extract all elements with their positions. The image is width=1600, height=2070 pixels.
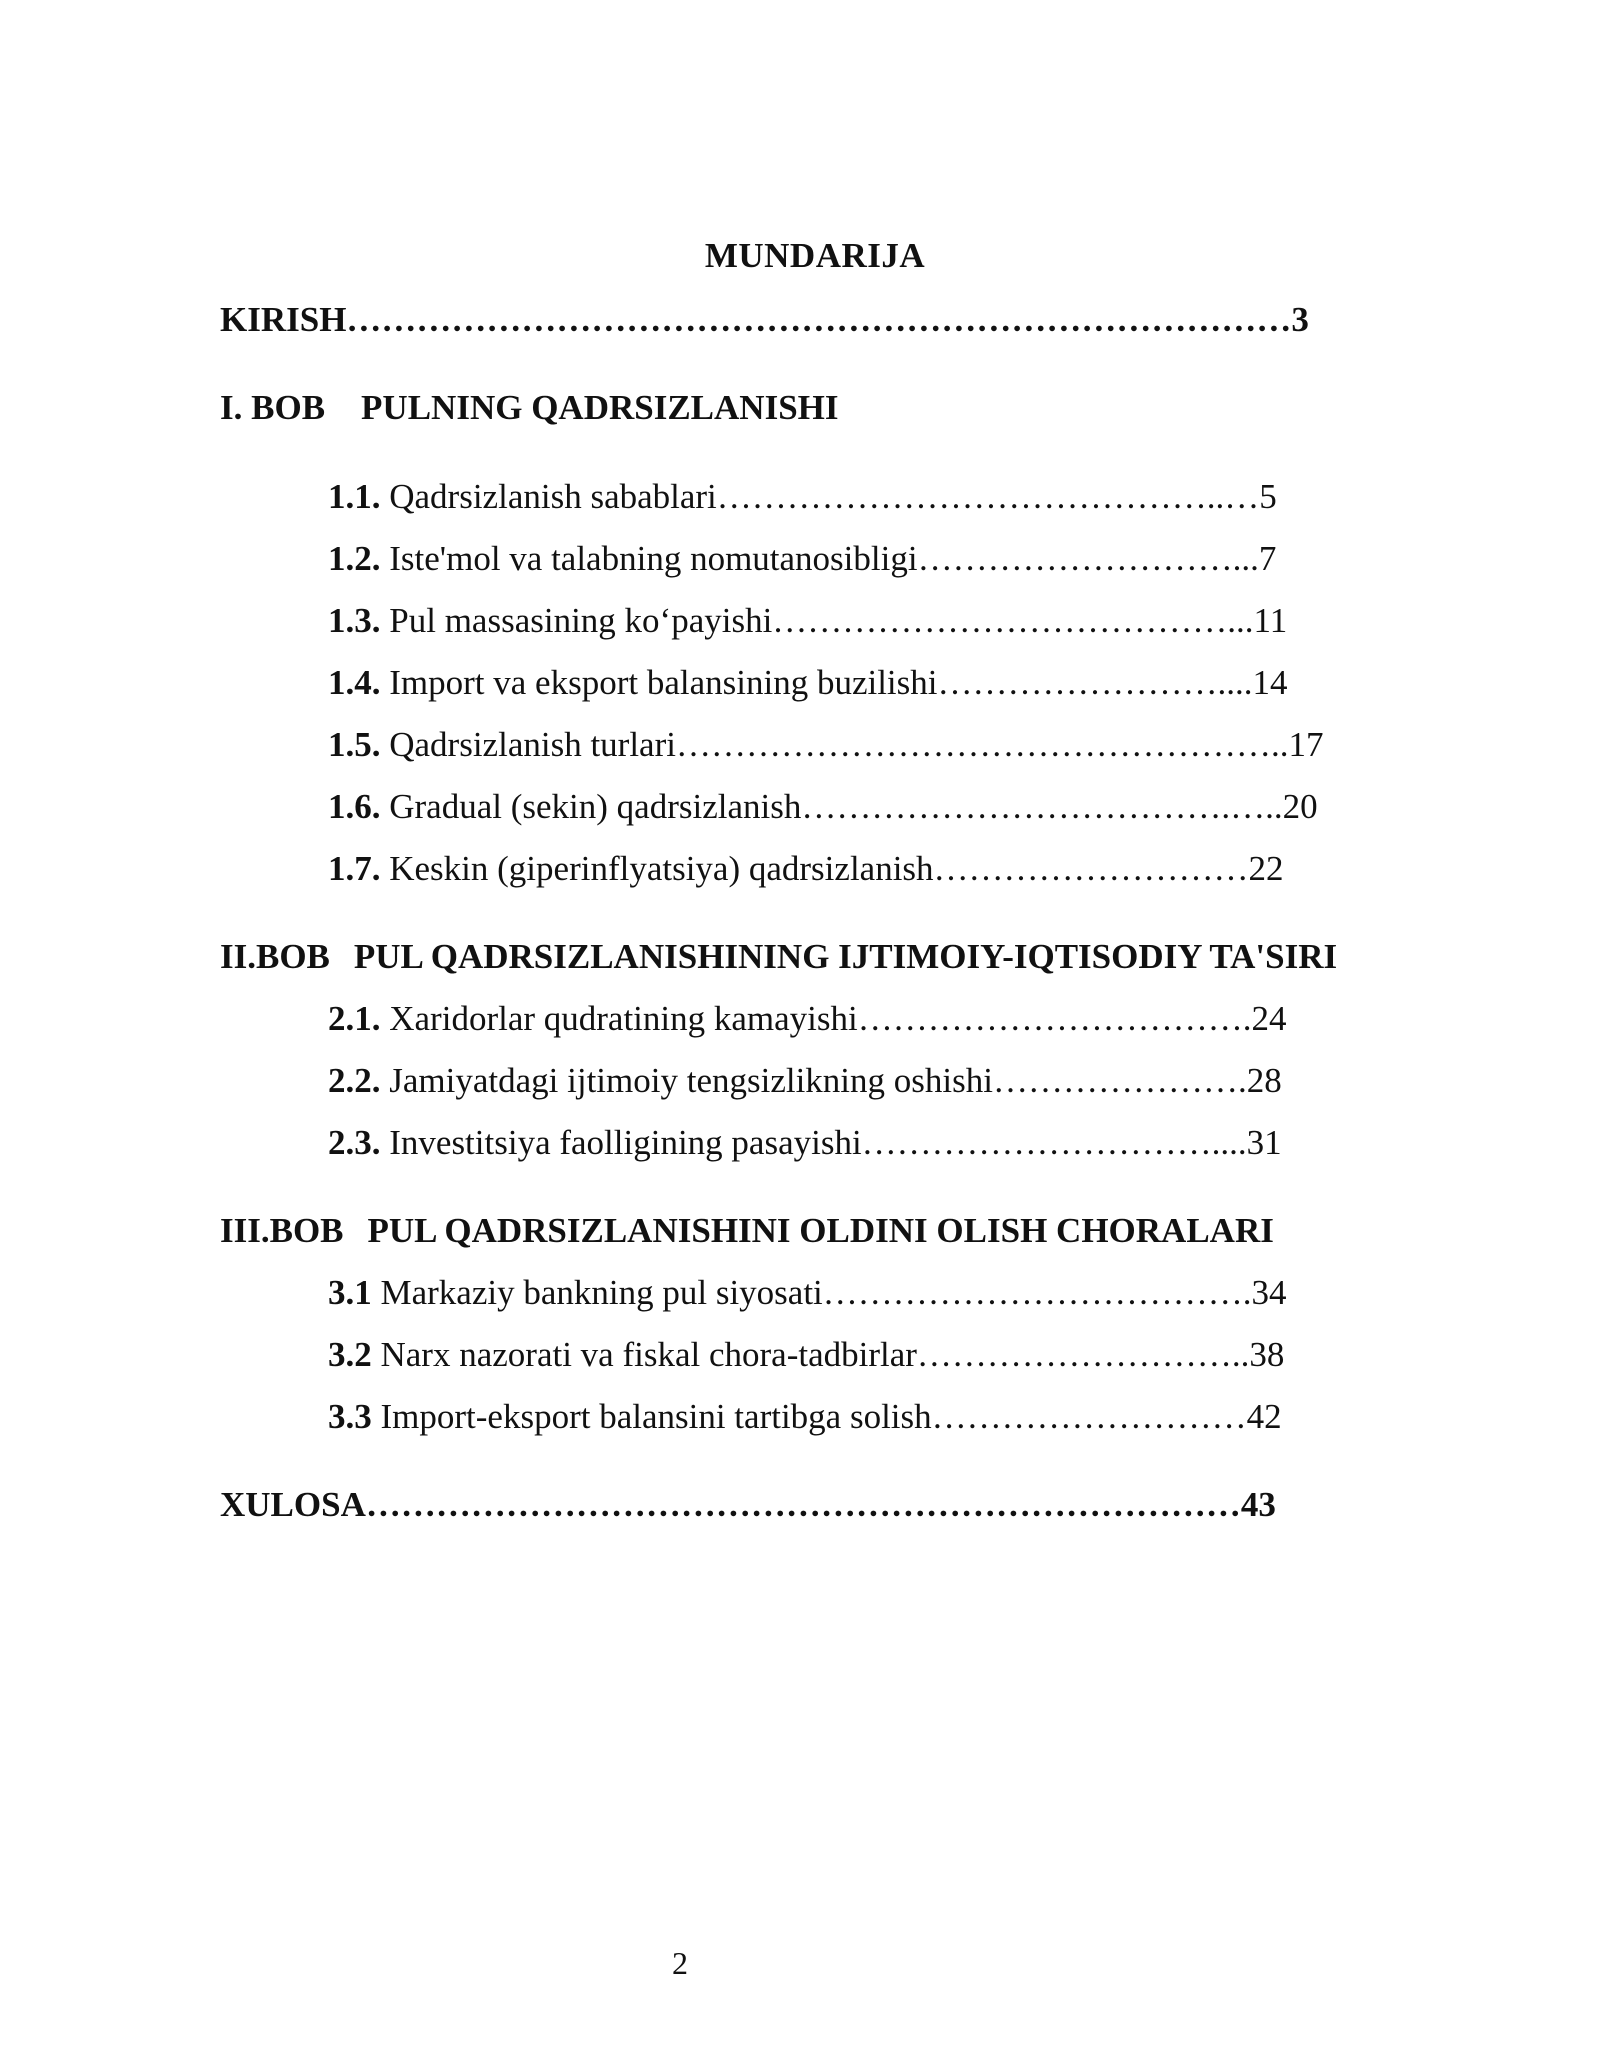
- section-text: Qadrsizlanish turlari……………………………………………..17: [380, 725, 1324, 764]
- section-text: Keskin (giperinflyatsiya) qadrsizlanish………………………22: [380, 849, 1284, 888]
- chapter-heading: [220, 1211, 1274, 1251]
- chapter-title: PULNING QADRSIZLANISHI: [361, 388, 839, 427]
- section-text: Import-eksport balansini tartibga solish………………………42: [371, 1397, 1282, 1436]
- toc-section-entry: [328, 999, 1286, 1039]
- section-number: 2.3.: [328, 1123, 381, 1162]
- toc-section-entry: [328, 1273, 1287, 1313]
- toc-title: MUNDARIJA: [704, 236, 926, 275]
- section-text: Pul massasining ko‘payishi…………………………………...11: [380, 601, 1288, 640]
- section-text: Import va eksport balansining buzilishi……………………....14: [380, 663, 1288, 702]
- chapter-number: I. BOB: [220, 388, 326, 427]
- section-text: Iste'mol va talabning nomutanosibligi………………………...7: [380, 539, 1277, 578]
- toc-section-entry: [328, 663, 1288, 703]
- toc-section-entry: [328, 1397, 1282, 1437]
- toc-section-entry: [328, 849, 1284, 889]
- section-number: 1.6.: [328, 787, 381, 826]
- section-number: 2.2.: [328, 1061, 381, 1100]
- toc-section-entry: [328, 787, 1318, 827]
- section-number: 1.4.: [328, 663, 381, 702]
- section-text: Narx nazorati va fiskal chora-tadbirlar………………………..38: [371, 1335, 1285, 1374]
- section-text: Jamiyatdagi ijtimoiy tengsizlikning oshishi………………….28: [380, 1061, 1282, 1100]
- section-text: Xaridorlar qudratining kamayishi…………………………….24: [380, 999, 1287, 1038]
- toc-section-entry: [328, 1335, 1284, 1375]
- page-number: 2: [672, 1945, 688, 1981]
- toc-section-entry: [328, 477, 1277, 517]
- chapter-heading: [220, 937, 1337, 977]
- section-number: 3.1: [328, 1273, 372, 1312]
- chapter-title: PUL QADRSIZLANISHINING IJTIMOIY-IQTISODIY TA'SIRI: [353, 937, 1338, 976]
- section-text: Markaziy bankning pul siyosati……………………………….34: [371, 1273, 1287, 1312]
- toc-conclusion-entry: XULOSA…………………………………………………………………43: [220, 1485, 1276, 1524]
- section-number: 3.2: [328, 1335, 372, 1374]
- chapter-number: II.BOB: [220, 937, 330, 976]
- chapter-heading: [220, 388, 839, 428]
- chapter-number: III.BOB: [220, 1211, 344, 1250]
- section-text: Investitsiya faolligining pasayishi…………………………....31: [380, 1123, 1282, 1162]
- section-text: Gradual (sekin) qadrsizlanish……………………………….…..20: [380, 787, 1318, 826]
- section-number: 1.2.: [328, 539, 381, 578]
- section-number: 1.1.: [328, 477, 381, 516]
- section-number: 2.1.: [328, 999, 381, 1038]
- toc-section-entry: [328, 539, 1276, 579]
- section-number: 1.5.: [328, 725, 381, 764]
- chapter-title: PUL QADRSIZLANISHINI OLDINI OLISH CHORALARI: [367, 1211, 1274, 1250]
- toc-section-entry: [328, 725, 1323, 765]
- section-text: Qadrsizlanish sabablari……………………………………..…5: [380, 477, 1277, 516]
- toc-intro-entry: KIRISH………………………………………………………………………3: [220, 300, 1309, 339]
- toc-section-entry: [328, 1061, 1282, 1101]
- section-number: 1.7.: [328, 849, 381, 888]
- toc-section-entry: [328, 1123, 1282, 1163]
- section-number: 1.3.: [328, 601, 381, 640]
- toc-section-entry: [328, 601, 1287, 641]
- section-number: 3.3: [328, 1397, 372, 1436]
